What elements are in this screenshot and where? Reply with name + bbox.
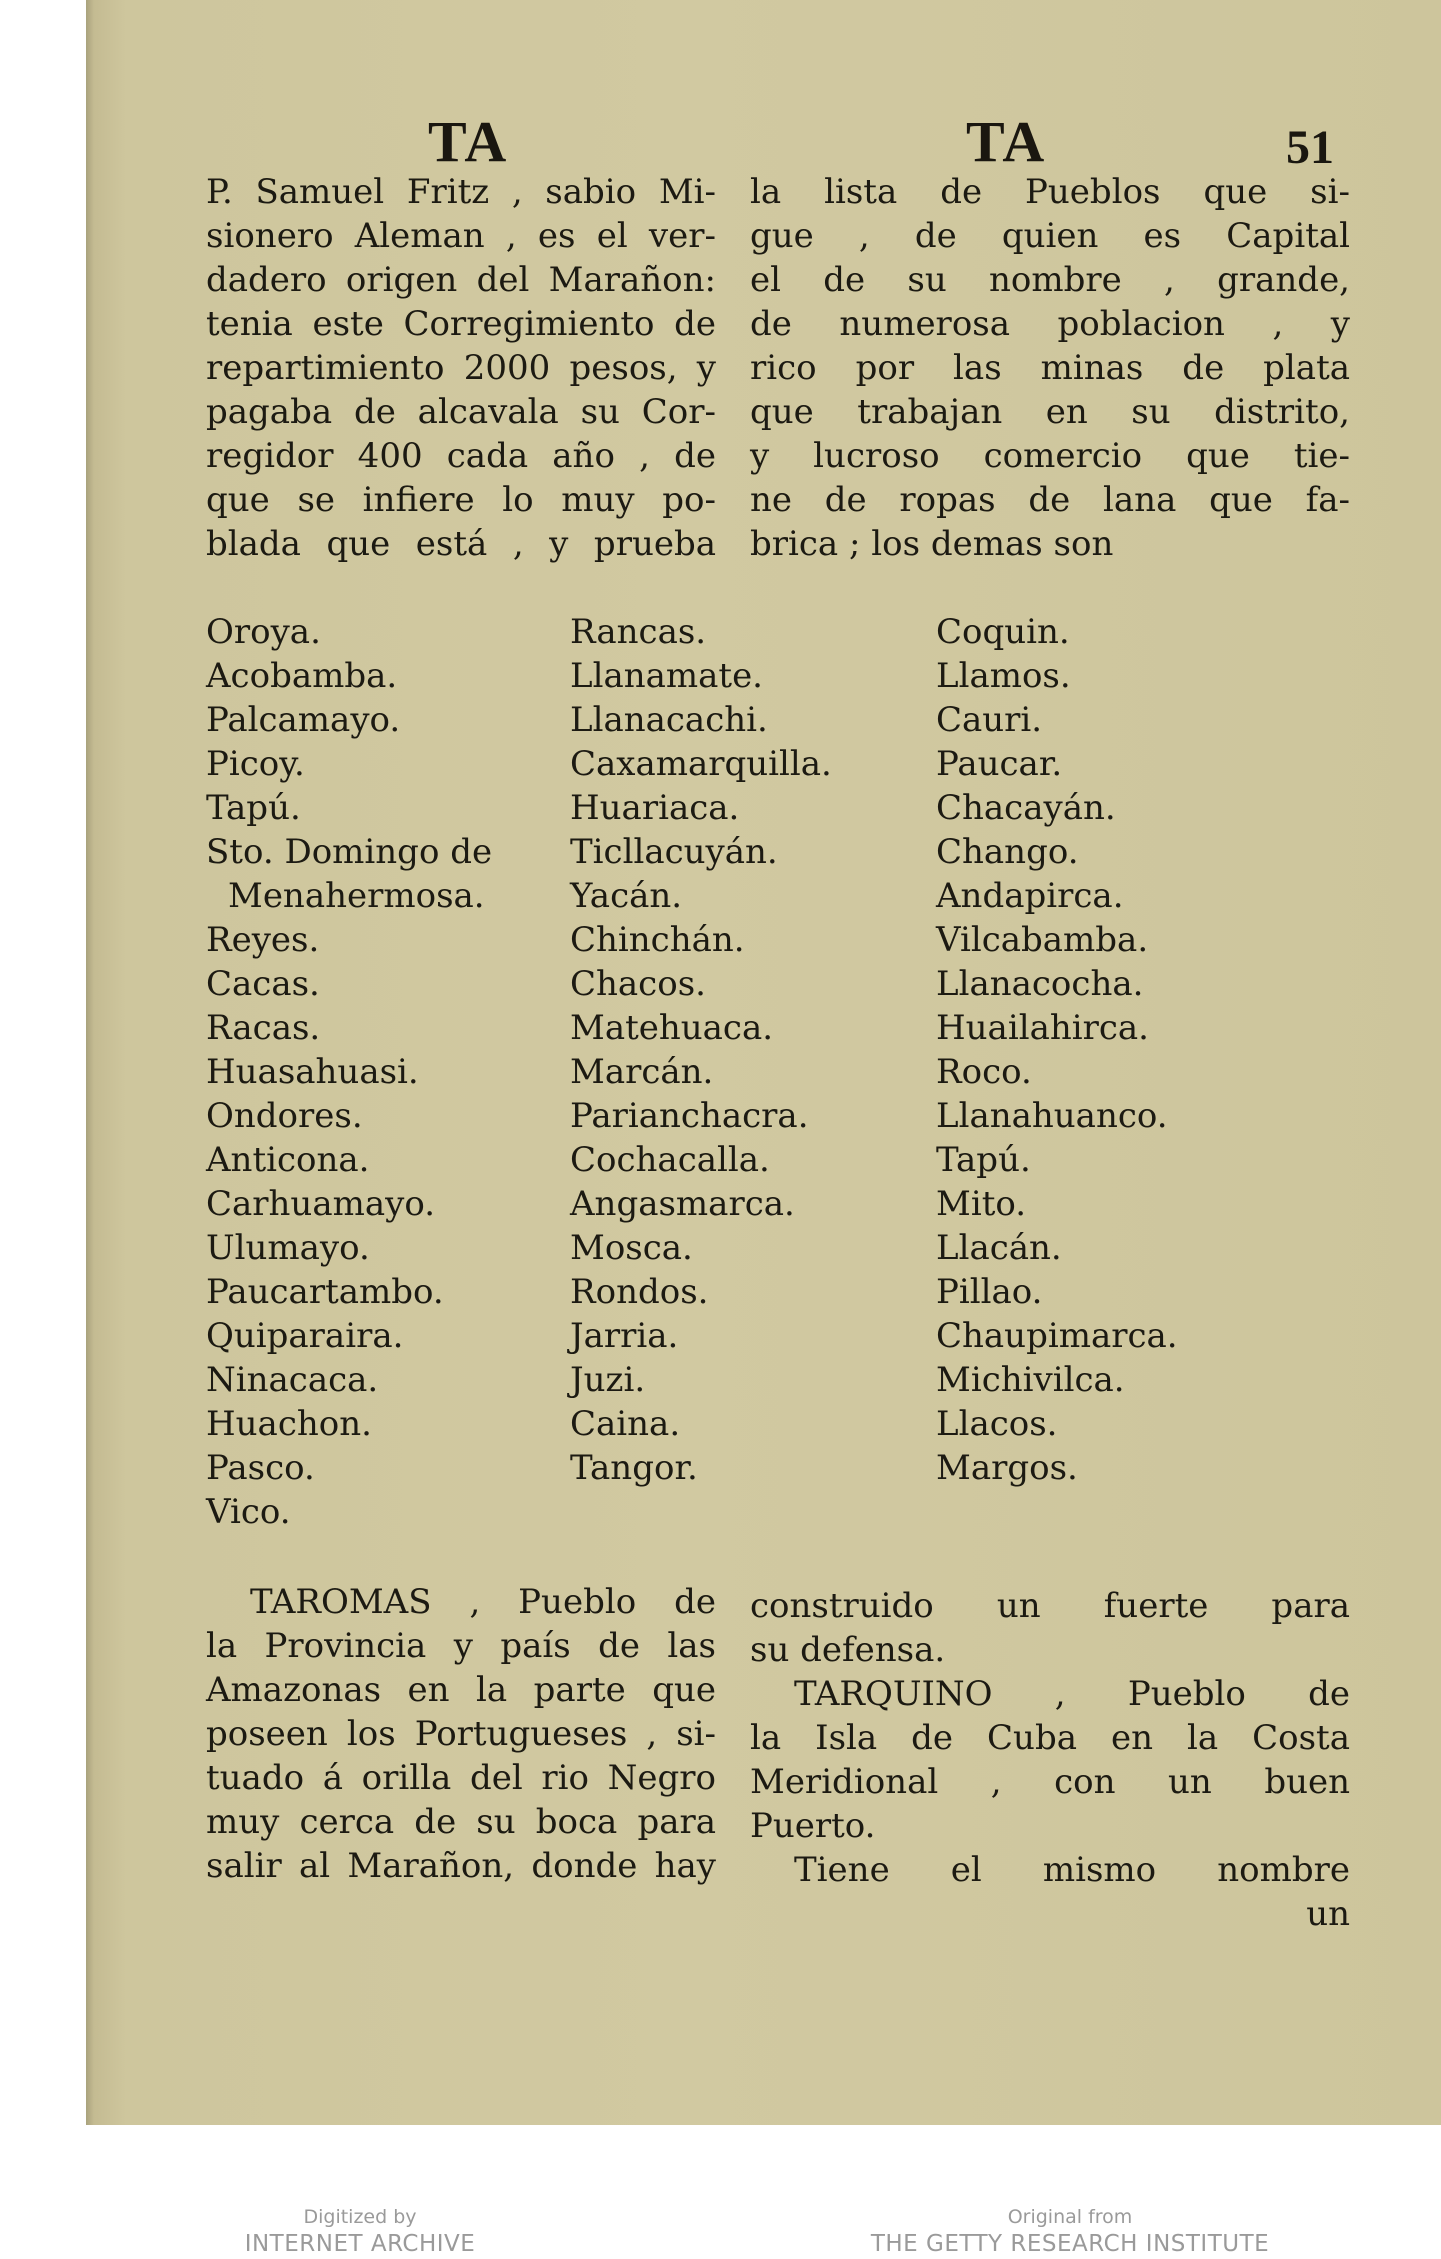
- town-name: Andapirca.: [936, 876, 1124, 916]
- catchword: un: [1306, 1894, 1350, 1934]
- text-line: brica ; los demas son: [750, 524, 1114, 564]
- text-line: Puerto.: [750, 1806, 876, 1846]
- town-name: Cacas.: [206, 964, 320, 1004]
- town-name: Mito.: [936, 1184, 1027, 1224]
- text-line: y lucroso comercio que tie-: [750, 436, 1350, 476]
- town-name: Michivilca.: [936, 1360, 1125, 1400]
- footer-original-source: THE GETTY RESEARCH INSTITUTE: [870, 2231, 1270, 2257]
- text-line: salir al Marañon, donde hay: [206, 1846, 716, 1886]
- town-name: Tapú.: [936, 1140, 1031, 1180]
- town-name: Chango.: [936, 832, 1079, 872]
- text-line: blada que está , y prueba: [206, 524, 716, 564]
- town-name: Juzi.: [570, 1360, 646, 1400]
- town-name: Chinchán.: [570, 920, 745, 960]
- town-name: Llanahuanco.: [936, 1096, 1168, 1136]
- text-line: pagaba de alcavala su Cor-: [206, 392, 716, 432]
- running-head-left: TA: [428, 109, 509, 174]
- entry-heading-line: TARQUINO , Pueblo de: [794, 1674, 1350, 1714]
- town-name: Huasahuasi.: [206, 1052, 419, 1092]
- text-line: tuado á orilla del rio Negro: [206, 1758, 716, 1798]
- town-name: Ticllacuyán.: [570, 832, 778, 872]
- footer-original-label: Original from: [1007, 2206, 1133, 2228]
- town-name: Ulumayo.: [206, 1228, 370, 1268]
- town-name: Llacos.: [936, 1404, 1058, 1444]
- town-name: Marcán.: [570, 1052, 714, 1092]
- town-name: Tapú.: [206, 788, 301, 828]
- town-name: Carhuamayo.: [206, 1184, 436, 1224]
- town-name: Angasmarca.: [570, 1184, 795, 1224]
- town-name: Llacán.: [936, 1228, 1062, 1268]
- town-name: Caina.: [570, 1404, 681, 1444]
- town-name: Chacayán.: [936, 788, 1116, 828]
- bottom-left-column: [206, 1580, 716, 1888]
- footer-digitized: [240, 2205, 480, 2259]
- text-line: Meridional , con un buen: [750, 1762, 1350, 1802]
- running-head-right: TA: [966, 109, 1047, 174]
- town-name: Vilcabamba.: [936, 920, 1149, 960]
- entry-heading-line: TAROMAS , Pueblo de: [250, 1582, 716, 1622]
- text-line: tenia este Corregimiento de: [206, 304, 716, 344]
- text-line: sionero Aleman , es el ver-: [206, 216, 716, 256]
- text-line: la Provincia y país de las: [206, 1626, 716, 1666]
- town-name: Pillao.: [936, 1272, 1043, 1312]
- town-name: Coquin.: [936, 612, 1070, 652]
- text-line: P. Samuel Fritz , sabio Mi-: [206, 172, 716, 212]
- town-name: Margos.: [936, 1448, 1078, 1488]
- town-name: Paucar.: [936, 744, 1063, 784]
- town-name: Acobamba.: [206, 656, 398, 696]
- town-list-column-2: [570, 610, 930, 1490]
- town-name: Llanamate.: [570, 656, 763, 696]
- scanned-page: [86, 0, 1441, 2125]
- town-name: Ondores.: [206, 1096, 363, 1136]
- town-name: Chacos.: [570, 964, 706, 1004]
- town-list-column-1: [206, 610, 626, 1534]
- town-name: Matehuaca.: [570, 1008, 774, 1048]
- town-name: Oroya.: [206, 612, 321, 652]
- footer-digitized-source: INTERNET ARCHIVE: [244, 2231, 476, 2257]
- town-name: Llanacachi.: [570, 700, 768, 740]
- town-name: Rancas.: [570, 612, 707, 652]
- text-line: rico por las minas de plata: [750, 348, 1350, 388]
- town-name: Menahermosa.: [228, 876, 485, 916]
- text-line: repartimiento 2000 pesos, y: [206, 348, 716, 388]
- town-name: Sto. Domingo de: [206, 832, 493, 872]
- page-number: 51: [1286, 121, 1334, 174]
- text-line: Tiene el mismo nombre: [794, 1850, 1350, 1890]
- text-line: poseen los Portugueses , si-: [206, 1714, 716, 1754]
- town-name: Cochacalla.: [570, 1140, 770, 1180]
- town-name: Huachon.: [206, 1404, 372, 1444]
- top-left-column: [206, 170, 716, 566]
- text-line: gue , de quien es Capital: [750, 216, 1350, 256]
- text-line: regidor 400 cada año , de: [206, 436, 716, 476]
- text-line: ne de ropas de lana que fa-: [750, 480, 1350, 520]
- text-line: Amazonas en la parte que: [206, 1670, 716, 1710]
- text-line: el de su nombre , grande,: [750, 260, 1350, 300]
- bottom-right-column: [750, 1584, 1350, 1936]
- town-name: Roco.: [936, 1052, 1032, 1092]
- town-name: Huariaca.: [570, 788, 740, 828]
- town-name: Reyes.: [206, 920, 320, 960]
- town-name: Rondos.: [570, 1272, 709, 1312]
- town-name: Mosca.: [570, 1228, 693, 1268]
- text-line: de numerosa poblacion , y: [750, 304, 1350, 344]
- town-name: Llamos.: [936, 656, 1071, 696]
- town-name: Anticona.: [206, 1140, 370, 1180]
- town-name: Pasco.: [206, 1448, 315, 1488]
- town-name: Vico.: [206, 1492, 291, 1532]
- text-line: la lista de Pueblos que si-: [750, 172, 1350, 212]
- town-name: Palcamayo.: [206, 700, 401, 740]
- town-name: Ninacaca.: [206, 1360, 379, 1400]
- town-name: Caxamarquilla.: [570, 744, 832, 784]
- town-name: Tangor.: [570, 1448, 698, 1488]
- town-name: Paucartambo.: [206, 1272, 444, 1312]
- text-line: que trabajan en su distrito,: [750, 392, 1350, 432]
- text-line: muy cerca de su boca para: [206, 1802, 716, 1842]
- town-name: Huailahirca.: [936, 1008, 1149, 1048]
- town-name: Parianchacra.: [570, 1096, 809, 1136]
- text-line: construido un fuerte para: [750, 1586, 1350, 1626]
- town-name: Jarria.: [570, 1316, 679, 1356]
- town-name: Yacán.: [570, 876, 683, 916]
- top-right-column: [750, 170, 1350, 566]
- town-name: Quiparaira.: [206, 1316, 404, 1356]
- town-name: Llanacocha.: [936, 964, 1144, 1004]
- text-line: la Isla de Cuba en la Costa: [750, 1718, 1350, 1758]
- town-name: Cauri.: [936, 700, 1043, 740]
- town-name: Chaupimarca.: [936, 1316, 1178, 1356]
- text-line: dadero origen del Marañon:: [206, 260, 716, 300]
- text-line: que se infiere lo muy po-: [206, 480, 716, 520]
- town-name: Racas.: [206, 1008, 321, 1048]
- footer-original: [870, 2205, 1270, 2259]
- town-name: Picoy.: [206, 744, 305, 784]
- text-line: su defensa.: [750, 1630, 946, 1670]
- town-list-column-3: [936, 610, 1316, 1490]
- footer-digitized-label: Digitized by: [303, 2206, 417, 2228]
